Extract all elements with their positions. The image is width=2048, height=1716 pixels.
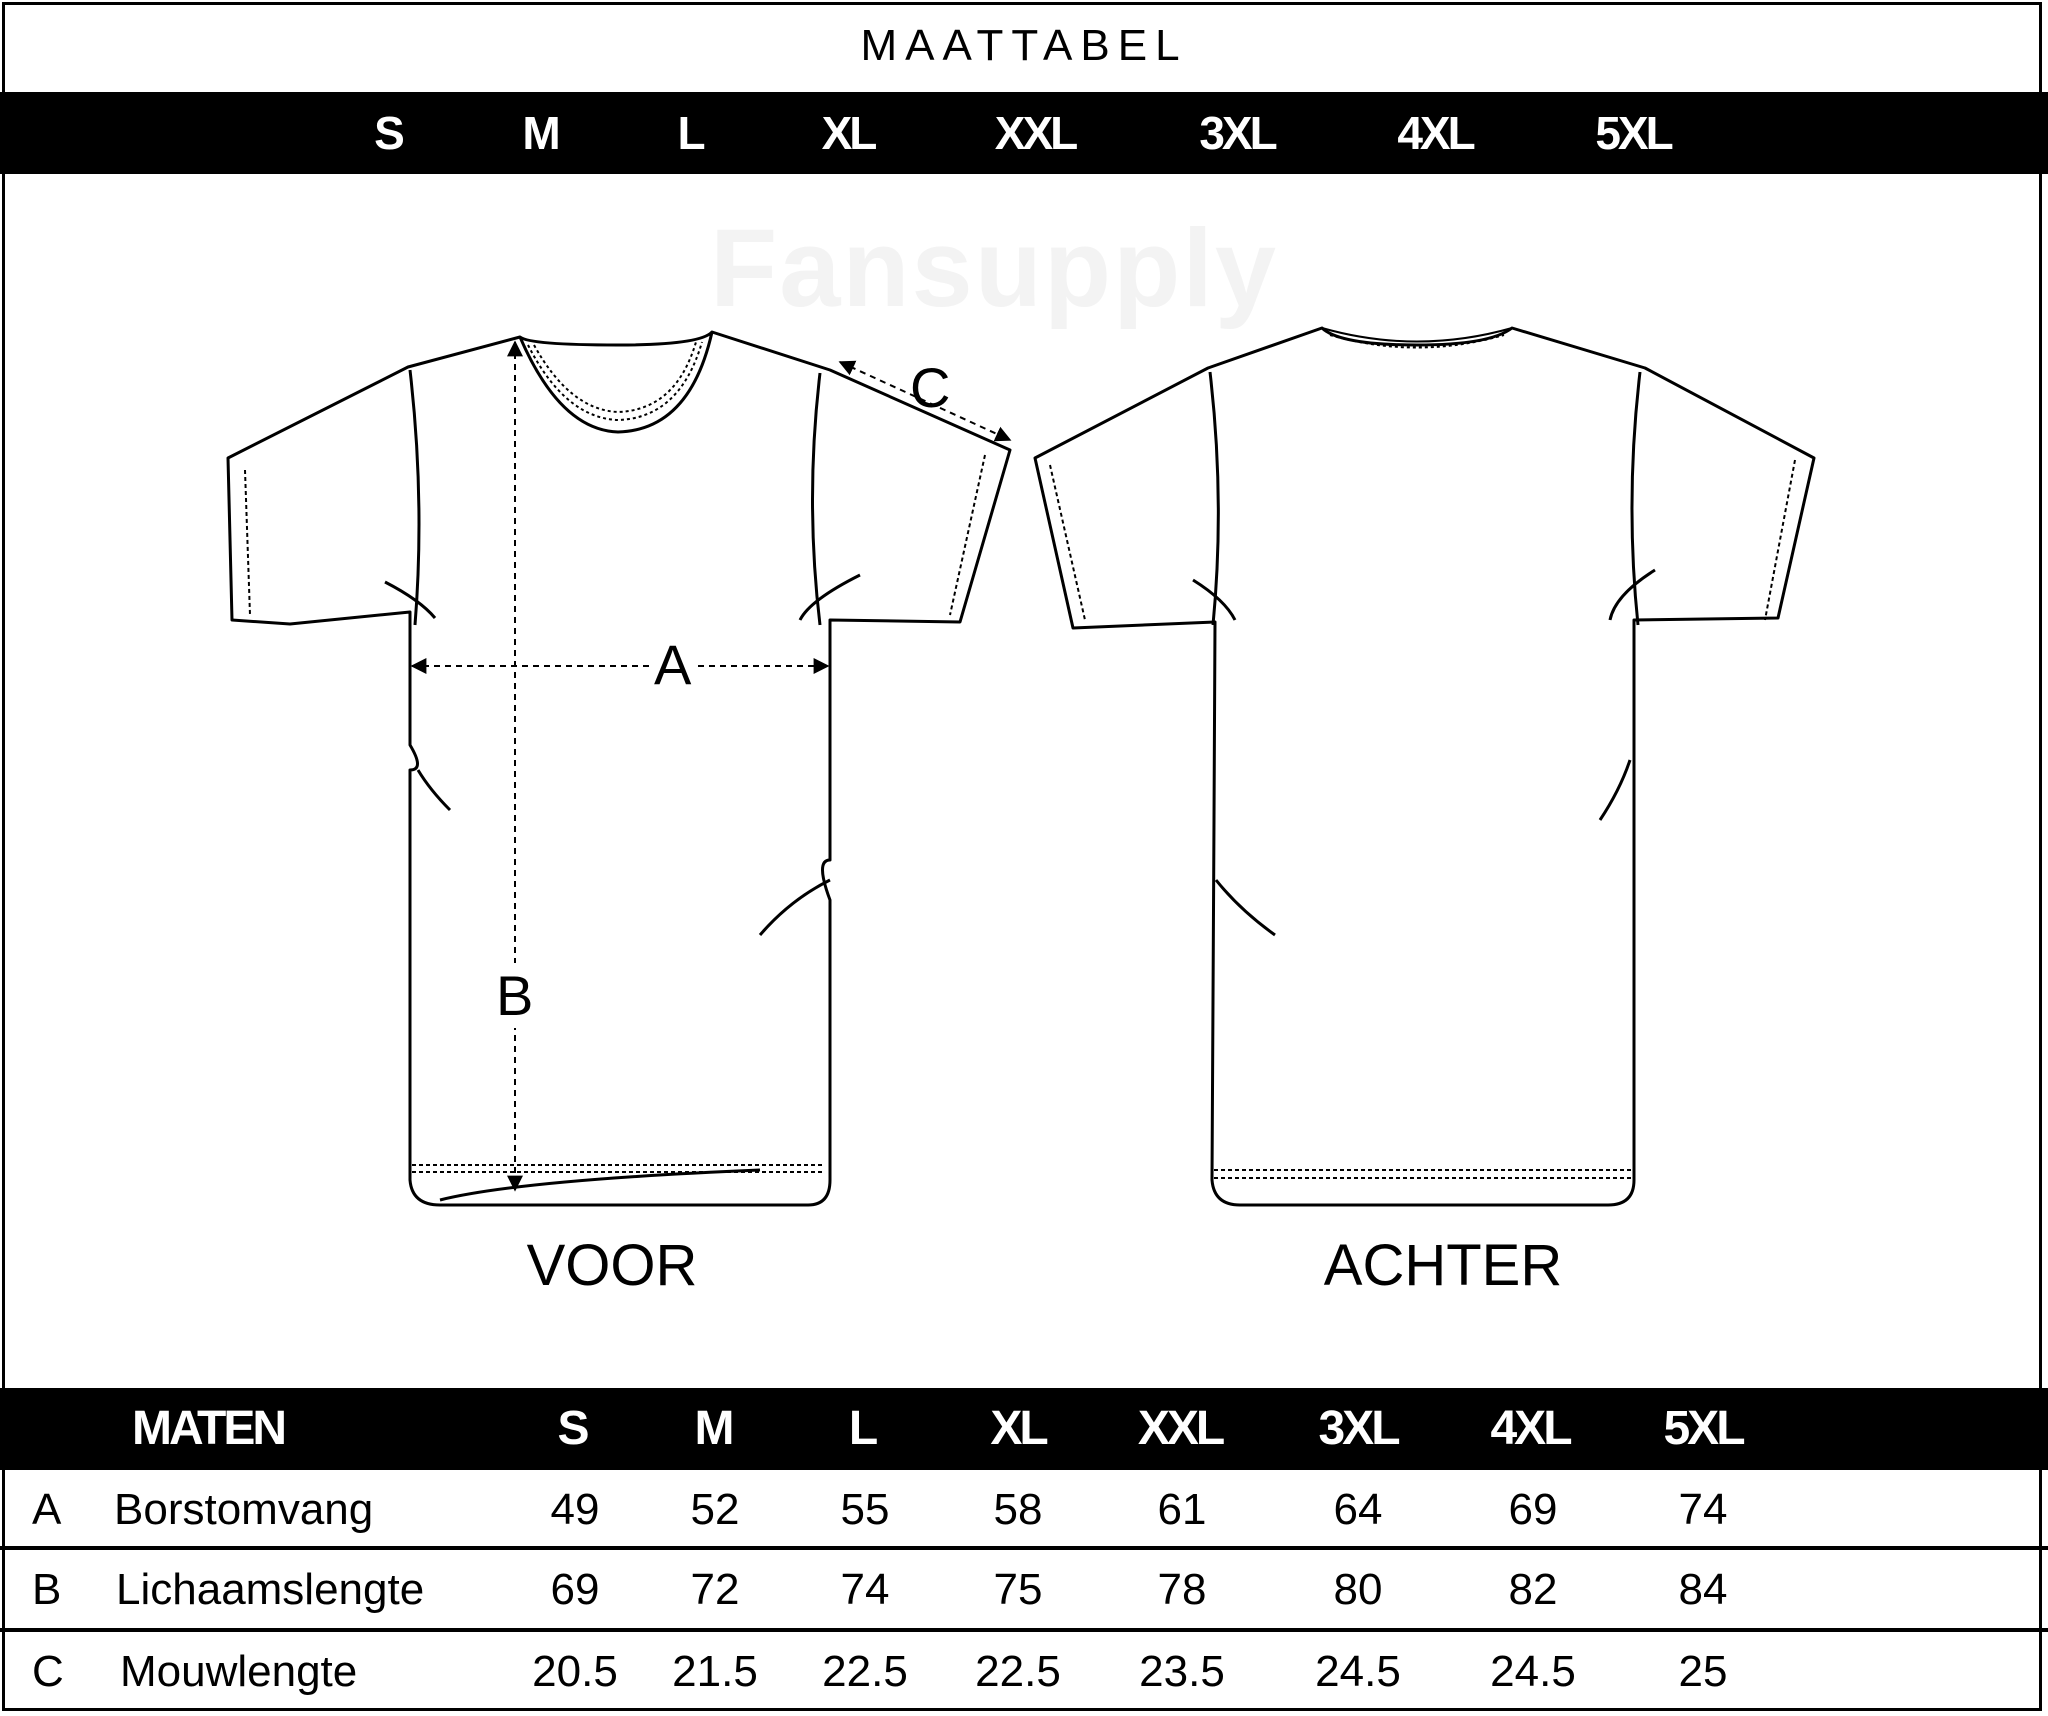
back-tshirt bbox=[1035, 328, 1814, 1205]
front-view-label: VOOR bbox=[526, 1233, 698, 1298]
table-cell: 75 bbox=[993, 1565, 1043, 1614]
size-label: L bbox=[677, 107, 703, 159]
table-header-size: S bbox=[557, 1402, 587, 1455]
table-cell: 55 bbox=[840, 1485, 890, 1534]
marker-b: B bbox=[496, 964, 534, 1027]
table-row bbox=[0, 1550, 2048, 1630]
table-cell: 49 bbox=[550, 1485, 600, 1534]
row-name: Mouwlengte bbox=[120, 1647, 358, 1696]
row-name: Borstomvang bbox=[114, 1485, 374, 1534]
table-cell: 74 bbox=[1678, 1485, 1728, 1534]
table-cell: 72 bbox=[690, 1565, 740, 1614]
table-cell: 69 bbox=[1508, 1485, 1558, 1534]
table-header-size: M bbox=[694, 1402, 732, 1455]
marker-c: C bbox=[910, 356, 951, 419]
table-header-size: XL bbox=[990, 1402, 1046, 1455]
tshirt-drawing bbox=[0, 174, 2048, 1388]
row-letter: A bbox=[32, 1485, 62, 1534]
row-name: Lichaamslengte bbox=[116, 1565, 425, 1614]
table-header-size: L bbox=[848, 1402, 876, 1455]
table-header-bar bbox=[0, 1388, 2048, 1470]
size-label: 4XL bbox=[1397, 107, 1473, 159]
table-cell: 61 bbox=[1157, 1485, 1207, 1534]
watermark-logo: Fansupply bbox=[710, 207, 1279, 330]
table-cell: 22.5 bbox=[822, 1647, 908, 1696]
table-cell: 20.5 bbox=[532, 1647, 618, 1696]
marker-a: A bbox=[650, 632, 695, 697]
size-label: M bbox=[522, 107, 558, 159]
table-cell: 21.5 bbox=[672, 1647, 758, 1696]
table-cell: 58 bbox=[993, 1485, 1043, 1534]
table-row bbox=[0, 1632, 2048, 1712]
table-cell: 80 bbox=[1333, 1565, 1383, 1614]
table-cell: 52 bbox=[690, 1485, 740, 1534]
size-header-bar bbox=[0, 92, 2048, 174]
table-header-size: 4XL bbox=[1490, 1402, 1570, 1455]
table-cell: 82 bbox=[1508, 1565, 1558, 1614]
table-cell: 78 bbox=[1157, 1565, 1207, 1614]
front-tshirt bbox=[228, 332, 1010, 1205]
table-header-size: 5XL bbox=[1663, 1402, 1743, 1455]
table-header-label: MATEN bbox=[131, 1402, 285, 1455]
size-label: S bbox=[374, 107, 402, 159]
table-cell: 24.5 bbox=[1315, 1647, 1401, 1696]
size-label: 5XL bbox=[1595, 107, 1671, 159]
row-letter: C bbox=[32, 1647, 64, 1696]
page-title: MAATTABEL bbox=[860, 21, 1188, 70]
table-row bbox=[0, 1470, 2048, 1550]
table-cell: 22.5 bbox=[975, 1647, 1061, 1696]
table-cell: 23.5 bbox=[1139, 1647, 1225, 1696]
table-cell: 24.5 bbox=[1490, 1647, 1576, 1696]
table-cell: 64 bbox=[1333, 1485, 1383, 1534]
back-view-label: ACHTER bbox=[1323, 1233, 1563, 1298]
table-cell: 84 bbox=[1678, 1565, 1728, 1614]
size-label: 3XL bbox=[1199, 107, 1275, 159]
table-cell: 74 bbox=[840, 1565, 890, 1614]
table-cell: 25 bbox=[1678, 1647, 1728, 1696]
table-header-size: XXL bbox=[1137, 1402, 1223, 1455]
table-header-size: 3XL bbox=[1318, 1402, 1398, 1455]
size-label: XXL bbox=[994, 107, 1076, 159]
table-cell: 69 bbox=[550, 1565, 600, 1614]
row-letter: B bbox=[32, 1565, 62, 1614]
size-label: XL bbox=[821, 107, 875, 159]
